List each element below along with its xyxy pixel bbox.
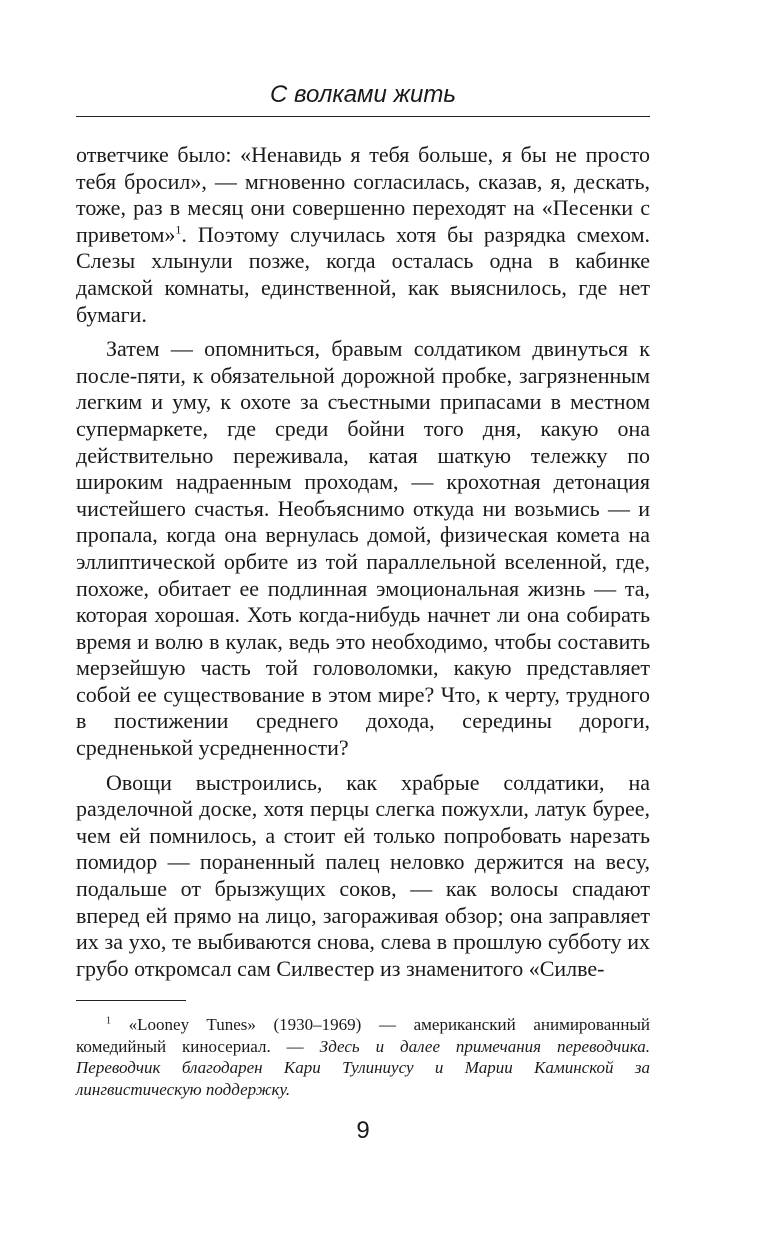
paragraph-1-text-before: ответчике было: «Ненавидь я тебя больше, я бы не просто тебя бросил», — мгновенно согласилась, сказав, я, дескать, тоже, раз в месяц они совершенно переходят на «Песенки с приветом» [76, 142, 650, 247]
paragraph-3: Овощи выстроились, как храбрые солдатики, на разделочной доске, хотя перцы слегка пожухли, латук бурее, чем ей помнилось, а стоит ей только попробовать нарезать помидор — пораненный палец неловко держится на весу, подальше от брызжущих соков, — как волосы спадают вперед ей прямо на лицо, загораживая обзор; она заправляет их за ухо, те выбиваются снова, слева в прошлую субботу их грубо откромсал сам Силвестер из знаменитого «Силве- [76, 769, 650, 981]
footnote-rule [76, 1000, 186, 1001]
header-rule [76, 116, 650, 117]
body-text [76, 142, 650, 982]
footnote-mark: 1 [106, 1015, 111, 1027]
page-number: 9 [356, 1117, 370, 1144]
footnote [76, 1014, 650, 1100]
running-head: С волками жить [270, 81, 456, 108]
footnote-translator-note: Здесь и далее примечания переводчика. Переводчик благодарен Кари Тулиниусу и Марии Каминской за лингвистическую поддержку. [76, 1036, 650, 1099]
paragraph-2: Затем — опомниться, бравым солдатиком двинуться к после-пяти, к обязательной дорожной пробке, загрязненным легким и уму, к охоте за съестными припасами в местном супермаркете, где среди бойни того дня, какую она действительно переживала, катая шаткую тележку по широким надраенным проходам, — крохотная детонация чистейшего счастья. Необъяснимо откуда ни возьмись — и пропала, когда она вернулась домой, физическая комета на эллиптической орбите из той параллельной вселенной, где, похоже, обитает ее подлинная эмоциональная жизнь — та, которая хорошая. Хоть когда-нибудь начнет ли она собирать время и волю в кулак, ведь это необходимо, чтобы составить мерзейшую часть той головоломки, какую представляет собой ее существование в этом мире? Что, к черту, трудного в постижении среднего дохода, середины дороги, средненькой усредненности? [76, 336, 650, 761]
paragraph-1-text-after: . Поэтому случилась хотя бы разрядка смехом. Слезы хлынули позже, когда осталась одна в кабинке дамской комнаты, единственной, как выяснилось, где нет бумаги. [76, 221, 650, 327]
paragraph-1 [76, 142, 650, 328]
footnote-text: «Looney Tunes» (1930–1969) — американский анимированный комедийный киносериал. — [76, 1015, 650, 1056]
footnote-reference[interactable]: 1 [175, 222, 182, 237]
